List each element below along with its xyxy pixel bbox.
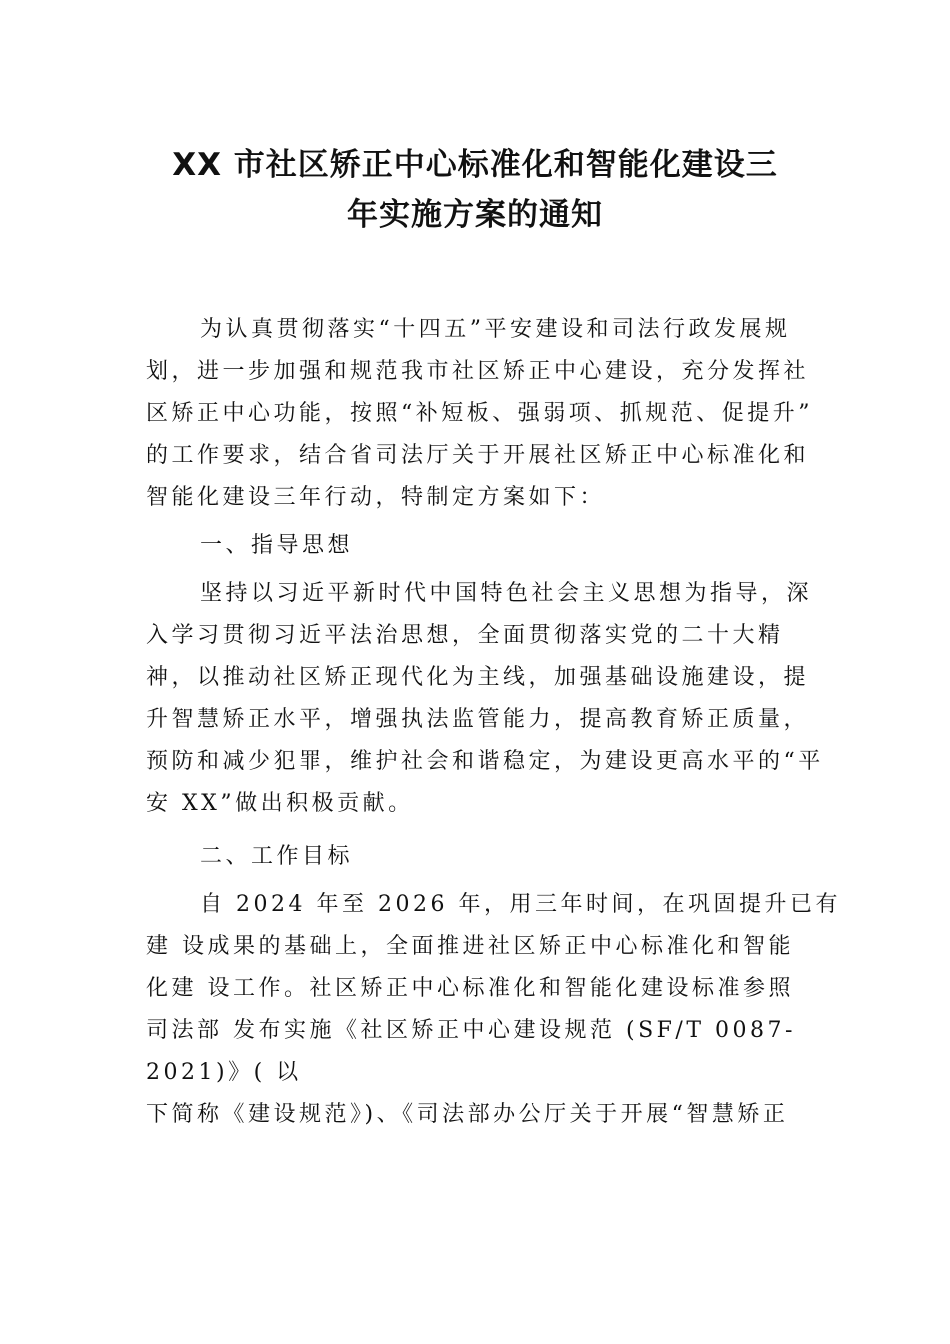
intro-line-1: 为认真贯彻落实“十四五”平安建设和司法行政发展规 (200, 317, 791, 342)
intro-line-4: 的工作要求，结合省司法厅关于开展社区矫正中心标准化和 (146, 443, 810, 468)
title-line-1: XX 市社区矫正中心标准化和智能化建设三 (172, 147, 778, 183)
section-2-line-2: 建 设成果的基础上，全面推进社区矫正中心标准化和智能 (146, 934, 794, 959)
intro-line-2: 划，进一步加强和规范我市社区矫正中心建设，充分发挥社 (146, 359, 810, 384)
title-line-2: 年实施方案的通知 (347, 197, 603, 233)
section-1-line-1: 坚持以习近平新时代中国特色社会主义思想为指导，深 (200, 581, 813, 606)
section-2-line-1: 自 2024 年至 2026 年，用三年时间，在巩固提升已有 (200, 892, 841, 917)
section-2-line-3: 化建 设工作。社区矫正中心标准化和智能化建设标准参照 (146, 976, 794, 1001)
section-2-heading: 二、工作目标 (200, 844, 354, 869)
section-2-line-5: 2021)》( 以 (146, 1060, 302, 1085)
section-2-line-4: 司法部 发布实施《社区矫正中心建设规范 (SF/T 0087- (146, 1018, 796, 1043)
intro-line-3: 区矫正中心功能，按照“补短板、强弱项、抓规范、促提升” (146, 401, 813, 426)
section-1-line-4: 升智慧矫正水平，增强执法监管能力，提高教育矫正质量， (146, 707, 810, 732)
section-2-line-6: 下简称《建设规范》)、《司法部办公厅关于开展“智慧矫正 (146, 1102, 789, 1127)
section-1-line-5: 预防和减少犯罪，维护社会和谐稳定，为建设更高水平的“平 (146, 749, 824, 774)
intro-line-5: 智能化建设三年行动，特制定方案如下： (146, 485, 606, 510)
section-1-line-6: 安 XX”做出积极贡献。 (146, 791, 414, 816)
section-1-heading: 一、指导思想 (200, 533, 354, 558)
document-title (140, 140, 810, 240)
section-1-line-2: 入学习贯彻习近平法治思想，全面贯彻落实党的二十大精 (146, 623, 784, 648)
section-1-line-3: 神，以推动社区矫正现代化为主线，加强基础设施建设，提 (146, 665, 810, 690)
